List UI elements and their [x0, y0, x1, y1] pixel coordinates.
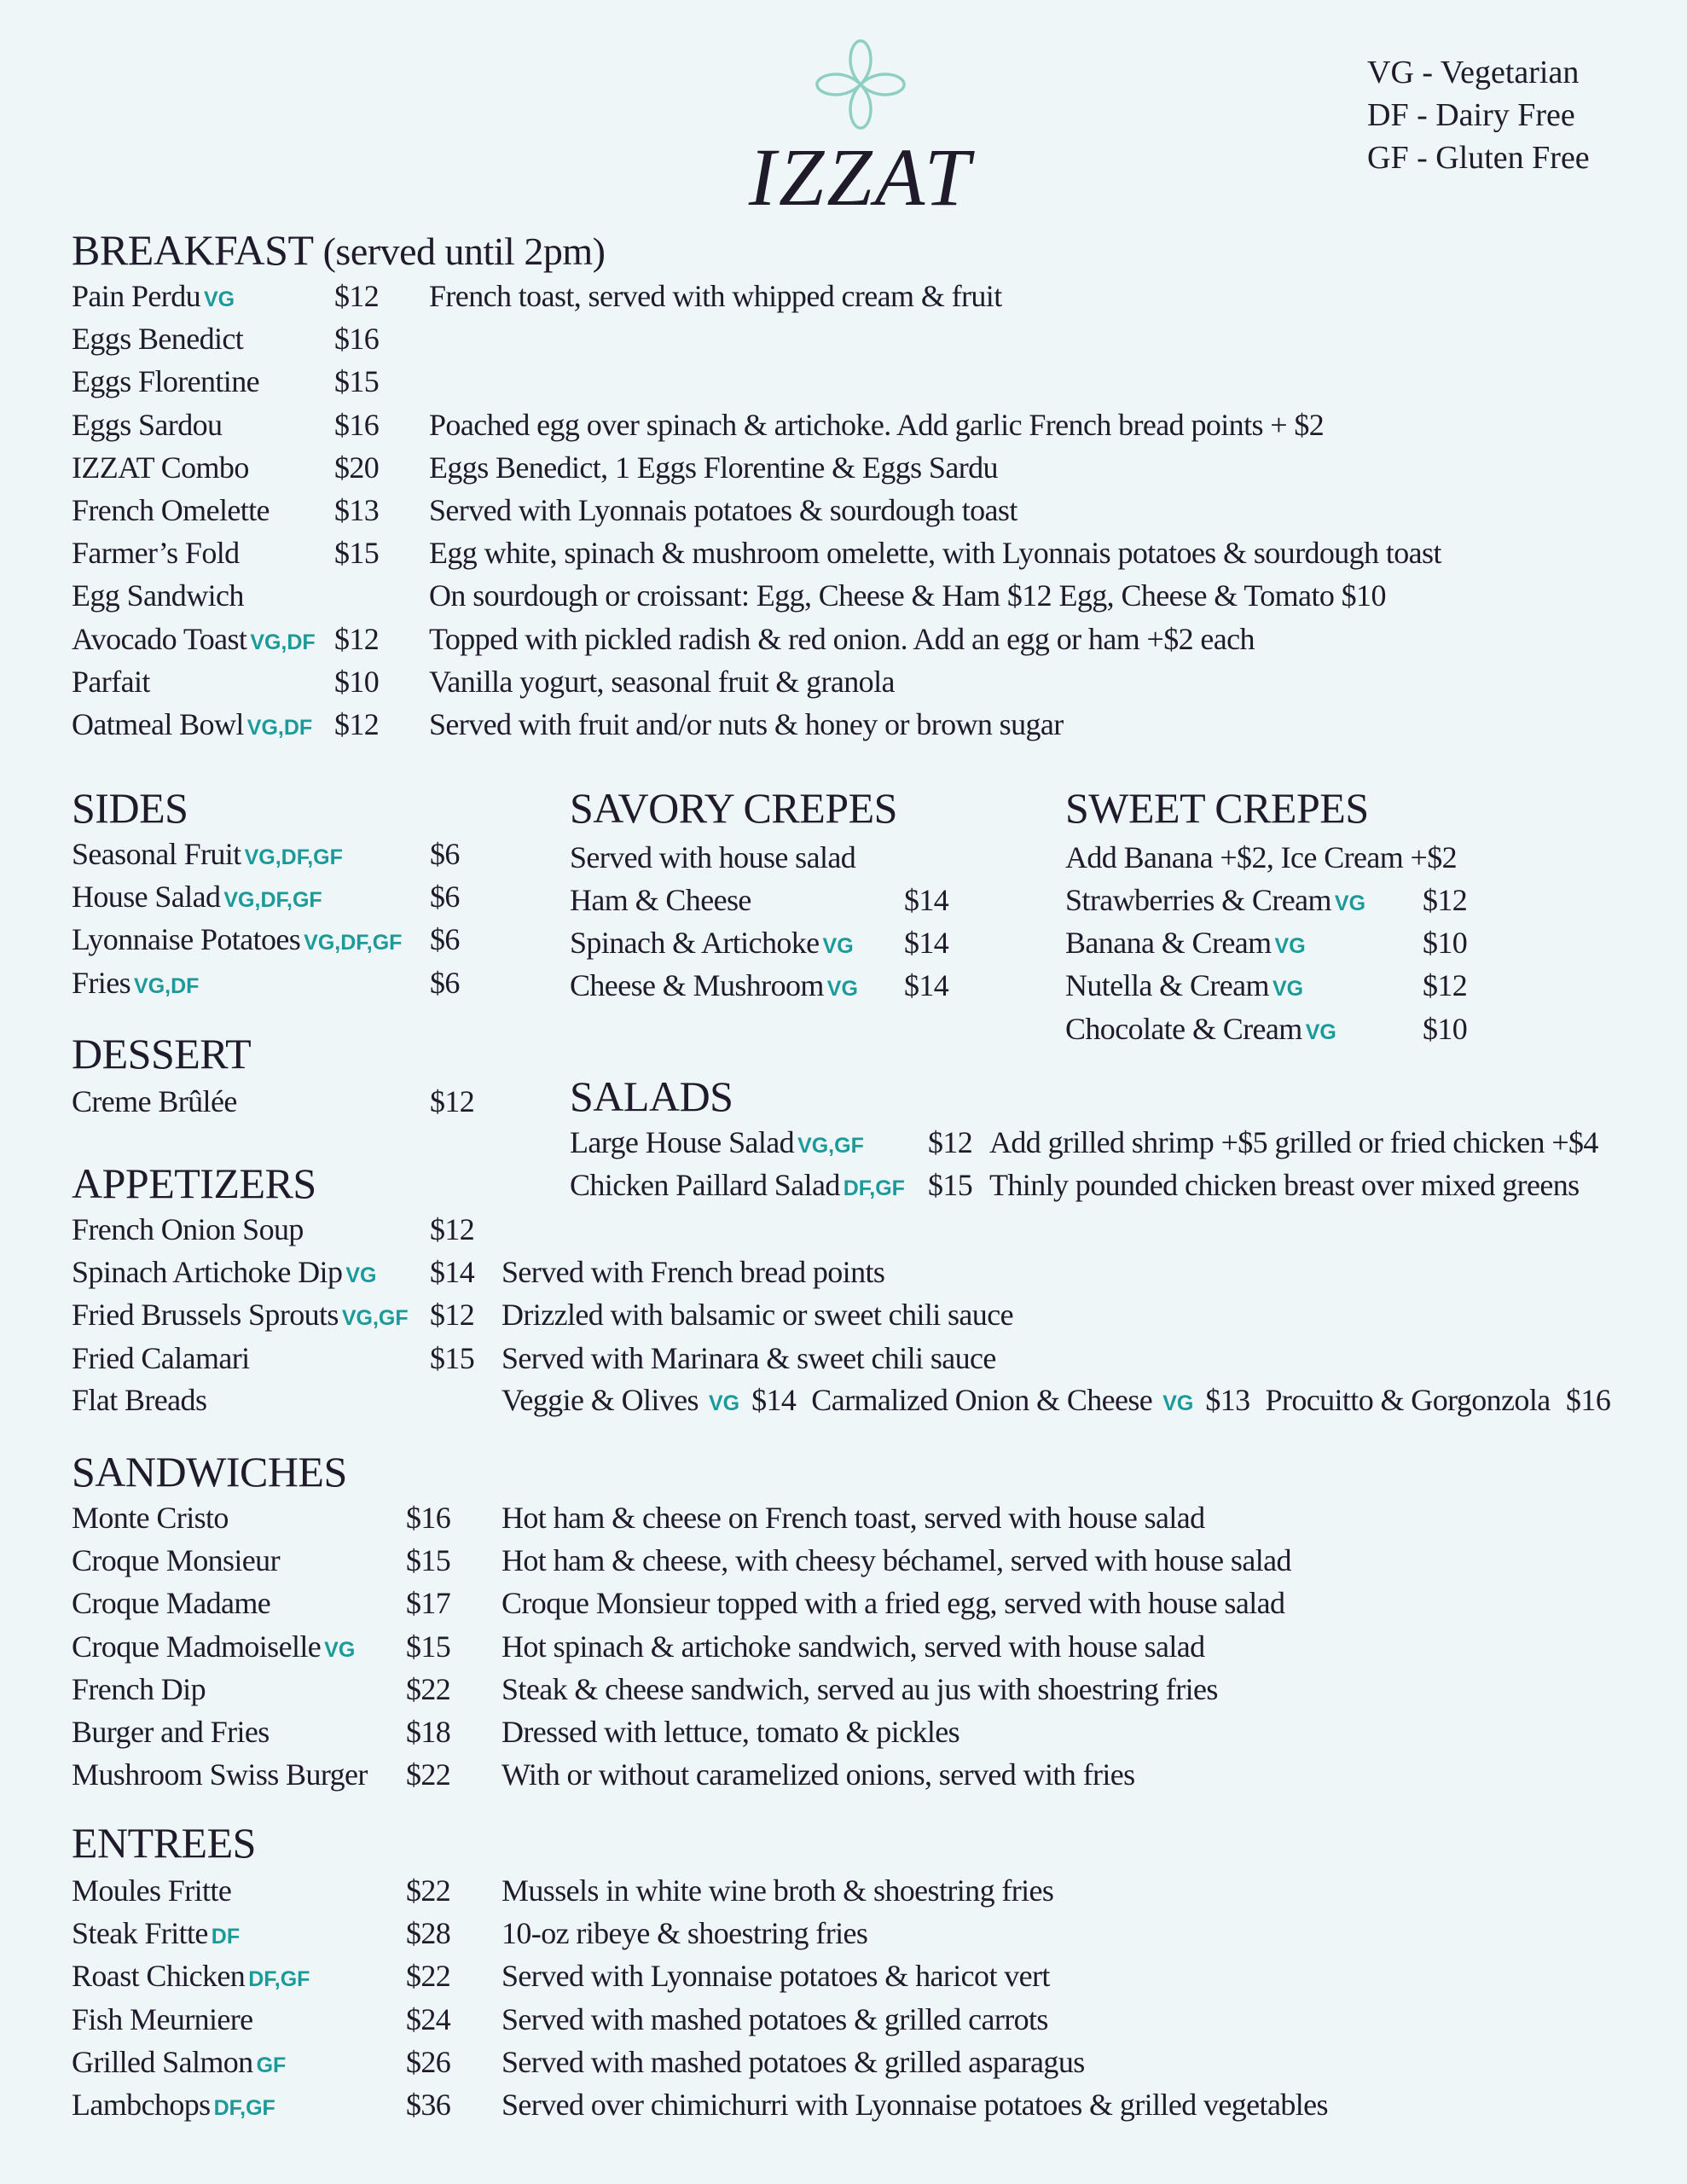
sandwiches-heading: SANDWICHES	[72, 1448, 347, 1496]
appetizers-item-desc: Served with Marinara & sweet chili sauce	[501, 1340, 996, 1375]
entrees-item-price: $26	[406, 2044, 451, 2079]
dessert-row	[0, 1080, 1687, 1123]
sandwiches-item-name	[72, 1753, 368, 1796]
appetizers-item-diet-tags: VG,GF	[341, 1306, 409, 1331]
breakfast-row	[0, 660, 1687, 703]
breakfast-item-name-text: Eggs Benedict	[72, 322, 244, 357]
dessert-item-name-text: Creme Brûlée	[72, 1084, 237, 1118]
sweet_crepes-item-price: $10	[1423, 926, 1468, 961]
sandwiches-item-name-text: Croque Madame	[72, 1586, 271, 1621]
flatbread-option-price: $16	[1566, 1383, 1611, 1417]
sandwiches-item-desc: Croque Monsieur topped with a fried egg, served with house salad	[501, 1586, 1285, 1621]
sandwiches-item-name-text: Monte Cristo	[72, 1501, 229, 1535]
savory_crepes-item-name-text: Ham & Cheese	[570, 883, 751, 917]
breakfast-item-diet-tags: VG	[204, 288, 235, 311]
breakfast-item-name	[72, 489, 270, 531]
breakfast-item-desc: French toast, served with whipped cream & fruit	[429, 279, 1002, 313]
sweet_crepes-row	[0, 879, 1687, 921]
salads-item-name	[570, 1164, 905, 1210]
sweet_crepes-item-name	[1065, 1008, 1336, 1054]
savory_crepes-item-name-text: Cheese & Mushroom	[570, 968, 824, 1003]
appetizers-item-name-text: Fried Brussels Sprouts	[72, 1298, 339, 1333]
entrees-item-desc: 10-oz ribeye & shoestring fries	[501, 1916, 868, 1951]
breakfast-item-price: $12	[334, 621, 380, 656]
breakfast-item-price: $10	[334, 664, 380, 699]
breakfast-row	[0, 446, 1687, 489]
flatbreads-name: Flat Breads	[72, 1383, 207, 1417]
salads-item-name-text: Large House Salad	[570, 1125, 795, 1159]
savory_crepes-item-price: $14	[904, 926, 949, 961]
breakfast-item-desc: Served with fruit and/or nuts & honey or brown sugar	[429, 707, 1064, 741]
sandwiches-item-name	[72, 1711, 270, 1753]
appetizers-heading: APPETIZERS	[72, 1159, 316, 1207]
breakfast-row	[0, 489, 1687, 531]
breakfast-row	[0, 531, 1687, 574]
appetizers-row	[0, 1208, 1687, 1251]
entrees-item-name-text: Grilled Salmon	[72, 2044, 253, 2079]
entrees-item-price: $28	[406, 1916, 451, 1951]
breakfast-item-diet-tags: VG,DF	[250, 630, 316, 654]
flatbread-option	[811, 1383, 1249, 1417]
entrees-row	[0, 1912, 1687, 1955]
breakfast-row	[0, 618, 1687, 660]
sweet_crepes-item-price: $12	[1423, 968, 1468, 1003]
sides-item-diet-tags: VG,DF,GF	[304, 931, 403, 956]
breakfast-row	[0, 574, 1687, 617]
breakfast-item-diet-tags: VG,DF	[246, 716, 313, 740]
sandwiches-item-name	[72, 1668, 206, 1711]
breakfast-item-name-text: Farmer’s Fold	[72, 536, 240, 571]
breakfast-item-desc: Vanilla yogurt, seasonal fruit & granola	[429, 664, 895, 699]
entrees-row	[0, 1998, 1687, 2041]
sandwiches-item-name	[72, 1582, 270, 1624]
legend-df: DF - Dairy Free	[1367, 97, 1575, 133]
appetizers-item-price: $12	[430, 1298, 475, 1333]
entrees-item-desc: Served over chimichurri with Lyonnaise potatoes & grilled vegetables	[501, 2088, 1328, 2122]
sweet_crepes-item-price: $10	[1423, 1011, 1468, 1046]
entrees-item-diet-tags: DF,GF	[213, 2096, 275, 2120]
entrees-item-name-text: Moules Fritte	[72, 1873, 232, 1908]
sweet_crepes-item-name-text: Strawberries & Cream	[1065, 883, 1331, 917]
appetizers-item-name	[72, 1337, 250, 1380]
entrees-item-name	[72, 2041, 286, 2087]
sandwiches-item-price: $17	[406, 1586, 451, 1621]
sweet_crepes-item-diet-tags: VG	[1274, 934, 1306, 959]
flatbread-option-tags: VG	[708, 1391, 740, 1415]
breakfast-item-name	[72, 531, 240, 574]
breakfast-row	[0, 360, 1687, 403]
sides-heading: SIDES	[72, 784, 188, 832]
savory_crepes-item-diet-tags: VG	[822, 934, 854, 959]
breakfast-title: BREAKFAST	[72, 226, 313, 274]
flatbread-option-name: Veggie & Olives	[501, 1383, 699, 1417]
appetizers-row	[0, 1337, 1687, 1380]
sandwiches-item-name-text: Burger and Fries	[72, 1715, 270, 1749]
breakfast-item-name-text: Avocado Toast	[72, 621, 247, 656]
sides-item-name-text: Lyonnaise Potatoes	[72, 922, 301, 957]
sandwiches-item-price: $22	[406, 1671, 451, 1706]
entrees-item-diet-tags: DF,GF	[248, 1967, 310, 1992]
sandwiches-item-price: $18	[406, 1715, 451, 1749]
breakfast-item-desc: Egg white, spinach & mushroom omelette, with Lyonnais potatoes & sourdough toast	[429, 536, 1441, 571]
sweet_crepes-item-diet-tags: VG	[1272, 977, 1304, 1002]
entrees-row	[0, 1955, 1687, 1997]
entrees-item-desc: Served with mashed potatoes & grilled carrots	[501, 2001, 1048, 2036]
savory_crepes-item-price: $14	[904, 968, 949, 1003]
breakfast-heading	[72, 226, 606, 274]
sweet_crepes-item-name-text: Nutella & Cream	[1065, 968, 1269, 1003]
breakfast-note: (served until 2pm)	[322, 229, 606, 273]
sandwiches-item-name-text: French Dip	[72, 1671, 206, 1706]
sweet_crepes-item-diet-tags: VG	[1334, 892, 1366, 915]
flatbread-option	[501, 1383, 796, 1417]
breakfast-item-name	[72, 275, 235, 321]
entrees-item-diet-tags: DF	[211, 1925, 241, 1949]
salads-item-desc: Thinly pounded chicken breast over mixed greens	[989, 1168, 1580, 1203]
sweet_crepes-row	[0, 964, 1687, 1007]
sandwiches-item-desc: Steak & cheese sandwich, served au jus with shoestring fries	[501, 1671, 1218, 1706]
sandwiches-row	[0, 1711, 1687, 1753]
sweet_crepes-item-name	[1065, 879, 1365, 925]
legend-gf: GF - Gluten Free	[1367, 140, 1590, 176]
sweet_crepes-item-price: $12	[1423, 883, 1468, 917]
flatbreads-options	[501, 1379, 1610, 1425]
sandwiches-item-name-text: Croque Madmoiselle	[72, 1629, 322, 1664]
flatbread-option-price: $13	[1205, 1383, 1250, 1417]
breakfast-item-price: $16	[334, 407, 380, 442]
flatbread-option-name: Carmalized Onion & Cheese	[811, 1383, 1153, 1417]
entrees-item-price: $22	[406, 1959, 451, 1994]
sandwiches-item-price: $15	[406, 1543, 451, 1578]
breakfast-item-price: $12	[334, 279, 380, 313]
salads-item-name-text: Chicken Paillard Salad	[570, 1168, 840, 1203]
salads-row	[0, 1121, 1687, 1164]
quatrefoil-knot-icon	[810, 34, 911, 135]
breakfast-item-price: $20	[334, 450, 380, 485]
breakfast-item-name	[72, 660, 150, 703]
entrees-row	[0, 1869, 1687, 1912]
appetizers-row	[0, 1251, 1687, 1293]
appetizers-item-price: $15	[430, 1340, 475, 1375]
sandwiches-item-desc: Hot ham & cheese, with cheesy béchamel, served with house salad	[501, 1543, 1291, 1578]
salads-row	[0, 1159, 1687, 1207]
breakfast-item-name	[72, 404, 222, 446]
entrees-item-name	[72, 1998, 253, 2041]
sides-item-diet-tags: VG,DF,GF	[223, 888, 322, 913]
appetizers-item-name	[72, 1293, 409, 1339]
breakfast-item-desc: Served with Lyonnais potatoes & sourdough toast	[429, 493, 1017, 527]
breakfast-item-name-text: French Omelette	[72, 493, 270, 527]
breakfast-item-price: $15	[334, 536, 380, 571]
sides-item-name-text: Seasonal Fruit	[72, 837, 241, 871]
sandwiches-item-desc: Hot spinach & artichoke sandwich, served with house salad	[501, 1629, 1205, 1664]
breakfast-item-price: $12	[334, 707, 380, 741]
appetizers-item-name-text: Spinach Artichoke Dip	[72, 1255, 343, 1290]
breakfast-item-price: $16	[334, 322, 380, 357]
breakfast-item-price: $13	[334, 493, 380, 527]
savory_crepes-item-name-text: Spinach & Artichoke	[570, 926, 820, 961]
breakfast-item-name	[72, 446, 249, 489]
entrees-item-name	[72, 1869, 231, 1912]
sides-item-name	[72, 833, 343, 879]
breakfast-item-desc: Poached egg over spinach & artichoke. Add garlic French bread points + $2	[429, 407, 1325, 442]
salads-item-desc: Add grilled shrimp +$5 grilled or fried chicken +$4	[989, 1125, 1598, 1159]
dessert-item-name	[72, 1080, 237, 1123]
sandwiches-row	[0, 1753, 1687, 1796]
sides-item-price: $6	[430, 922, 460, 957]
sandwiches-item-name	[72, 1496, 229, 1539]
appetizers-item-desc: Served with French bread points	[501, 1255, 885, 1290]
entrees-item-name	[72, 1912, 240, 1958]
breakfast-item-name	[72, 360, 259, 403]
entrees-item-desc: Mussels in white wine broth & shoestring fries	[501, 1873, 1054, 1908]
sandwiches-row	[0, 1582, 1687, 1624]
appetizers-item-name	[72, 1208, 304, 1251]
sides-item-name-text: House Salad	[72, 880, 221, 915]
sweet_crepes-row	[0, 1008, 1687, 1050]
sweet-crepes-subtitle: Add Banana +$2, Ice Cream +$2	[1065, 840, 1458, 874]
sweet_crepes-item-name-text: Banana & Cream	[1065, 926, 1272, 961]
sides-item-name-text: Fries	[72, 965, 131, 1000]
sweet-crepes-heading: SWEET CREPES	[1065, 784, 1369, 832]
sandwiches-item-desc: Dressed with lettuce, tomato & pickles	[501, 1715, 960, 1749]
sandwiches-row	[0, 1539, 1687, 1582]
sandwiches-item-diet-tags: VG	[324, 1637, 356, 1662]
breakfast-item-name-text: Eggs Sardou	[72, 407, 223, 442]
dessert-heading: DESSERT	[72, 1030, 252, 1077]
entrees-item-name	[72, 2083, 275, 2129]
sweet_crepes-item-diet-tags: VG	[1305, 1019, 1336, 1044]
sweet_crepes-item-name	[1065, 921, 1306, 967]
savory-crepes-heading: SAVORY CREPES	[570, 784, 897, 832]
entrees-item-price: $22	[406, 1873, 451, 1908]
flatbreads-row	[0, 1379, 1687, 1421]
sandwiches-item-name	[72, 1539, 280, 1582]
savory_crepes-item-diet-tags: VG	[826, 977, 858, 1002]
sandwiches-item-desc: With or without caramelized onions, served with fries	[501, 1757, 1135, 1792]
sandwiches-item-price: $22	[406, 1757, 451, 1792]
breakfast-item-desc: Eggs Benedict, 1 Eggs Florentine & Eggs Sardu	[429, 450, 998, 485]
breakfast-item-name-text: Eggs Florentine	[72, 364, 259, 399]
sandwiches-item-desc: Hot ham & cheese on French toast, served with house salad	[501, 1501, 1205, 1535]
dietary-legend	[1367, 51, 1590, 179]
sides-row	[0, 833, 1687, 875]
entrees-item-diet-tags: GF	[256, 2053, 287, 2077]
appetizers-item-price: $14	[430, 1255, 475, 1290]
sweet_crepes-item-name-text: Chocolate & Cream	[1065, 1011, 1302, 1046]
entrees-item-desc: Served with mashed potatoes & grilled asparagus	[501, 2044, 1085, 2079]
dessert-item-price: $12	[430, 1084, 475, 1118]
breakfast-item-name-text: Egg Sandwich	[72, 578, 244, 613]
sandwiches-row	[0, 1668, 1687, 1711]
breakfast-row	[0, 317, 1687, 360]
salads-item-name	[570, 1121, 864, 1167]
flatbread-spacer	[1551, 1383, 1557, 1417]
sandwiches-item-price: $16	[406, 1501, 451, 1535]
breakfast-item-name-text: Parfait	[72, 664, 150, 699]
restaurant-name: IZZAT	[748, 131, 973, 223]
sandwiches-row	[0, 1625, 1687, 1668]
entrees-item-name-text: Lambchops	[72, 2088, 211, 2122]
appetizers-item-name	[72, 1251, 376, 1297]
entrees-row	[0, 2083, 1687, 2126]
flatbread-option-name: Procuitto & Gorgonzola	[1265, 1383, 1551, 1417]
salads-item-diet-tags: DF,GF	[843, 1176, 905, 1201]
breakfast-row	[0, 703, 1687, 746]
entrees-item-price: $24	[406, 2001, 451, 2036]
legend-vg: VG - Vegetarian	[1367, 55, 1580, 90]
breakfast-item-name	[72, 618, 316, 664]
flatbread-option-price: $14	[751, 1383, 797, 1417]
breakfast-item-name	[72, 317, 243, 360]
breakfast-item-name-text: IZZAT Combo	[72, 450, 249, 485]
appetizers-item-diet-tags: VG	[345, 1263, 377, 1288]
sweet_crepes-row	[0, 921, 1687, 964]
sides-item-diet-tags: VG,DF	[134, 973, 200, 998]
sandwiches-item-name	[72, 1625, 355, 1671]
entrees-item-name-text: Roast Chicken	[72, 1959, 246, 1994]
salads-item-price: $12	[928, 1125, 973, 1159]
entrees-item-name-text: Fish Meurniere	[72, 2001, 253, 2036]
breakfast-item-desc: On sourdough or croissant: Egg, Cheese & Ham $12 Egg, Cheese & Tomato $10	[429, 578, 1386, 613]
appetizers-item-price: $12	[430, 1212, 475, 1246]
savory-crepes-subtitle: Served with house salad	[570, 840, 856, 874]
flatbread-option	[1266, 1383, 1611, 1417]
salads-item-price: $15	[928, 1168, 973, 1203]
sides-item-price: $6	[430, 880, 460, 915]
sweet_crepes-item-name	[1065, 964, 1303, 1010]
sides-item-diet-tags: VG,DF,GF	[244, 845, 343, 869]
breakfast-item-price: $15	[334, 364, 380, 399]
breakfast-row	[0, 275, 1687, 317]
flatbread-option-tags: VG	[1162, 1391, 1194, 1415]
sides-item-price: $6	[430, 837, 460, 871]
appetizers-item-name-text: French Onion Soup	[72, 1212, 304, 1246]
breakfast-item-name-text: Pain Perdu	[72, 279, 200, 313]
breakfast-item-desc: Topped with pickled radish & red onion. Add an egg or ham +$2 each	[429, 621, 1255, 656]
breakfast-item-name	[72, 703, 312, 749]
salads-item-diet-tags: VG,GF	[797, 1134, 864, 1158]
sandwiches-row	[0, 1496, 1687, 1539]
appetizers-item-desc: Drizzled with balsamic or sweet chili sauce	[501, 1298, 1013, 1333]
breakfast-item-name	[72, 574, 244, 617]
appetizers-row	[0, 1293, 1687, 1336]
sides-item-price: $6	[430, 965, 460, 1000]
entrees-item-name-text: Steak Fritte	[72, 1916, 208, 1951]
appetizers-item-name-text: Fried Calamari	[72, 1340, 250, 1375]
sandwiches-item-name-text: Croque Monsieur	[72, 1543, 280, 1578]
sandwiches-item-price: $15	[406, 1629, 451, 1664]
sandwiches-item-name-text: Mushroom Swiss Burger	[72, 1757, 368, 1792]
entrees-item-desc: Served with Lyonnaise potatoes & haricot vert	[501, 1959, 1050, 1994]
savory_crepes-item-price: $14	[904, 883, 949, 917]
breakfast-item-name-text: Oatmeal Bowl	[72, 707, 244, 741]
entrees-item-name	[72, 1955, 310, 2001]
breakfast-row	[0, 404, 1687, 446]
entrees-row	[0, 2041, 1687, 2083]
entrees-item-price: $36	[406, 2088, 451, 2122]
entrees-heading: ENTREES	[72, 1819, 256, 1867]
salads-heading: SALADS	[570, 1072, 733, 1120]
